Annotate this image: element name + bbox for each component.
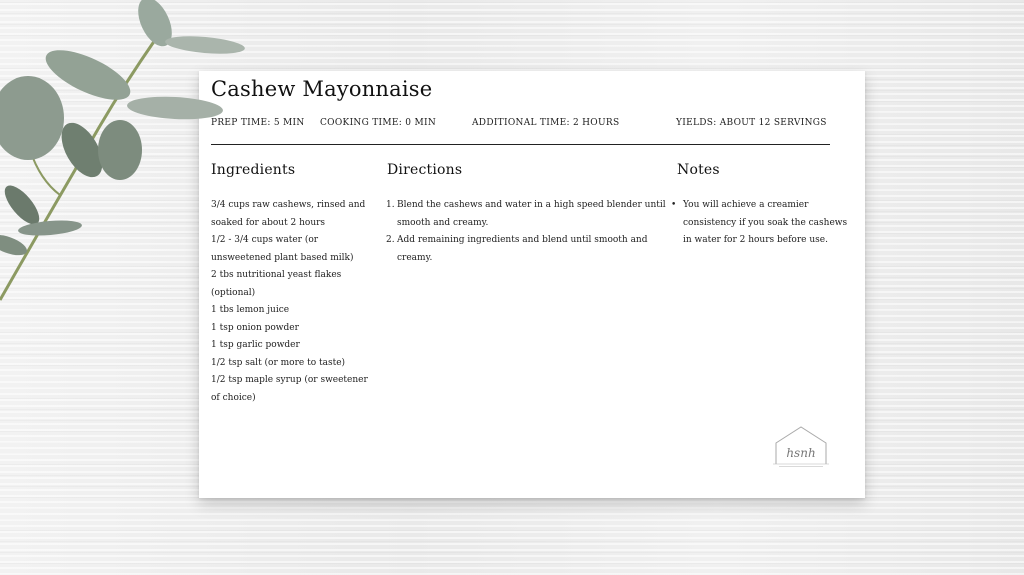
- note-text-line: in water for 2 hours before use.: [683, 235, 828, 245]
- ingredient-line: 1 tbs lemon juice: [211, 305, 290, 315]
- ingredient-line: 1 tsp garlic powder: [211, 340, 300, 350]
- ingredient-line: unsweetened plant based milk): [211, 252, 354, 263]
- step-text-line: Add remaining ingredients and blend until smooth and: [397, 235, 648, 245]
- note-text-line: You will achieve a creamier: [683, 200, 809, 210]
- ingredient-line: 1/2 tsp maple syrup (or sweetener: [211, 375, 368, 385]
- cooking-time: COOKING TIME: 0 MIN: [320, 118, 437, 128]
- ingredient-line: 1/2 - 3/4 cups water (or: [211, 235, 319, 245]
- ingredient-line: 1/2 tsp salt (or more to taste): [211, 357, 346, 368]
- note-text-line: consistency if you soak the cashews: [683, 217, 848, 228]
- ingredient-line: 1 tsp onion powder: [211, 322, 299, 333]
- logo-text: hsnh: [786, 446, 816, 460]
- ingredient-line: of choice): [211, 392, 256, 403]
- recipe-title: Cashew Mayonnaise: [211, 77, 433, 101]
- directions-section: [387, 162, 669, 267]
- step-text-line: smooth and creamy.: [397, 217, 489, 228]
- direction-step: [387, 232, 669, 267]
- ingredient-line: soaked for about 2 hours: [211, 217, 326, 228]
- step-number: 1.: [386, 200, 395, 210]
- notes-heading: Notes: [677, 162, 720, 178]
- directions-heading: Directions: [387, 162, 463, 178]
- ingredient-line: 2 tbs nutritional yeast flakes: [211, 270, 342, 280]
- bullet-icon: •: [671, 200, 677, 210]
- header-divider: [211, 144, 830, 145]
- ingredient-line: (optional): [211, 287, 256, 298]
- step-text-line: Blend the cashews and water in a high speed blender until: [397, 200, 666, 210]
- additional-time: ADDITIONAL TIME: 2 HOURS: [472, 118, 620, 128]
- house-logo-icon: [770, 424, 832, 470]
- step-number: 2.: [386, 235, 395, 245]
- ingredients-heading: Ingredients: [211, 162, 296, 178]
- step-text-line: creamy.: [397, 252, 433, 263]
- ingredient-line: 3/4 cups raw cashews, rinsed and: [211, 200, 366, 210]
- yields: YIELDS: ABOUT 12 SERVINGS: [676, 118, 827, 128]
- directions-list: [387, 197, 669, 267]
- direction-step: [387, 197, 669, 232]
- recipe-card: [199, 71, 865, 498]
- note-item: [671, 197, 848, 250]
- prep-time: PREP TIME: 5 MIN: [211, 118, 305, 128]
- eucalyptus-branch-decoration: [0, 0, 260, 320]
- notes-section: [671, 162, 848, 250]
